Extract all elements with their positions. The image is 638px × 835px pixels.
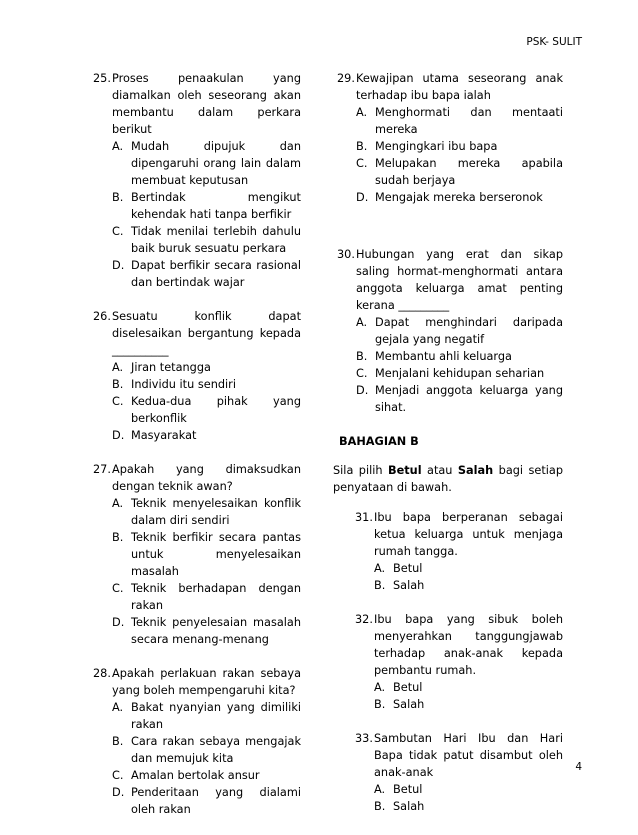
question-number: 26.: [93, 310, 111, 323]
question-number: 33.: [355, 732, 373, 745]
question-30: [337, 246, 563, 416]
option-d: D. Masyarakat: [112, 429, 197, 442]
question-number: 27.: [93, 463, 111, 476]
option-a: A. Teknik menyelesaikan konflik dalam diri sendiri: [112, 497, 301, 527]
option-a: A. Betul: [374, 681, 423, 694]
option-a: A. Betul: [374, 783, 423, 796]
question-31: [355, 509, 563, 594]
option-b: B. Individu itu sendiri: [112, 378, 236, 391]
question-stem: Ibu bapa berperanan sebagai ketua keluarga untuk menjaga rumah tangga.: [374, 511, 563, 558]
question-stem: Ibu bapa yang sibuk boleh menyerahkan tanggungjawab terhadap anak-anak kepada pembantu rumah.: [374, 613, 563, 677]
question-stem: Kewajipan utama seseorang anak terhadap ibu bapa ialah: [356, 72, 563, 102]
option-c: C. Melupakan mereka apabila sudah berjaya: [356, 157, 563, 187]
option-b: B. Cara rakan sebaya mengajak dan memujuk kita: [112, 735, 301, 765]
question-number: 30.: [337, 248, 355, 261]
page-number: 4: [575, 761, 582, 773]
question-32: [355, 611, 563, 713]
question-25: [93, 70, 301, 291]
betul-bold: Betul: [388, 464, 422, 477]
option-c: C. Teknik berhadapan dengan rakan: [112, 582, 301, 612]
option-b: B. Teknik berfikir secara pantas untuk menyelesaikan masalah: [112, 531, 301, 578]
option-a: A. Menghormati dan mentaati mereka: [356, 106, 563, 136]
option-a: A. Betul: [374, 562, 423, 575]
option-b: B. Mengingkari ibu bapa: [356, 140, 498, 153]
salah-bold: Salah: [457, 464, 494, 477]
question-28: [93, 665, 301, 818]
question-26: [93, 308, 301, 444]
option-a: A. Bakat nyanyian yang dimiliki rakan: [112, 701, 301, 731]
section-b-title: BAHAGIAN B: [339, 435, 419, 448]
question-29: [337, 70, 563, 206]
question-number: 25.: [93, 72, 111, 85]
option-d: D. Mengajak mereka berseronok: [356, 191, 543, 204]
question-stem: Sesuatu konflik dapat diselesaikan bergantung kepada __________: [112, 310, 301, 357]
option-c: C. Amalan bertolak ansur: [112, 769, 260, 782]
question-stem: Apakah yang dimaksudkan dengan teknik awan?: [112, 463, 301, 493]
option-d: D. Penderitaan yang dialami oleh rakan: [112, 786, 301, 816]
question-number: 28.: [93, 667, 111, 680]
option-c: C. Kedua-dua pihak yang berkonflik: [112, 395, 301, 425]
question-number: 29.: [337, 72, 355, 85]
left-column: [93, 70, 301, 835]
option-a: A. Mudah dipujuk dan dipengaruhi orang lain dalam membuat keputusan: [112, 140, 301, 187]
question-stem: Proses penaakulan yang diamalkan oleh seseorang akan membantu dalam perkara berikut: [112, 72, 301, 136]
section-b-instruction: Sila pilih Betul atau Salah bagi setiap penyataan di bawah.: [333, 464, 563, 494]
option-b: B. Membantu ahli keluarga: [356, 350, 512, 363]
option-b: B. Salah: [374, 800, 425, 813]
option-d: D. Dapat berfikir secara rasional dan bertindak wajar: [112, 259, 301, 289]
option-a: A. Jiran tetangga: [112, 361, 211, 374]
question-27: [93, 461, 301, 648]
option-d: D. Menjadi anggota keluarga yang sihat.: [356, 384, 563, 414]
option-b: B. Bertindak mengikut kehendak hati tanpa berfikir: [112, 191, 301, 221]
question-33: [355, 730, 563, 815]
option-c: C. Tidak menilai terlebih dahulu baik buruk sesuatu perkara: [112, 225, 301, 255]
question-stem: Sambutan Hari Ibu dan Hari Bapa tidak patut disambut oleh anak-anak: [374, 732, 563, 779]
question-number: 31.: [355, 511, 373, 524]
option-c: C. Menjalani kehidupan seharian: [356, 367, 545, 380]
option-d: D. Teknik penyelesaian masalah secara menang-menang: [112, 616, 301, 646]
question-stem: Hubungan yang erat dan sikap saling hormat-menghormati antara anggota keluarga amat penting kerana _________: [356, 248, 563, 312]
question-stem: Apakah perlakuan rakan sebaya yang boleh mempengaruhi kita?: [112, 667, 301, 697]
option-b: B. Salah: [374, 698, 425, 711]
right-column: [333, 70, 563, 832]
option-a: A. Dapat menghindari daripada gejala yang negatif: [356, 316, 563, 346]
option-b: B. Salah: [374, 579, 425, 592]
page-header: PSK- SULIT: [526, 36, 582, 48]
question-number: 32.: [355, 613, 373, 626]
